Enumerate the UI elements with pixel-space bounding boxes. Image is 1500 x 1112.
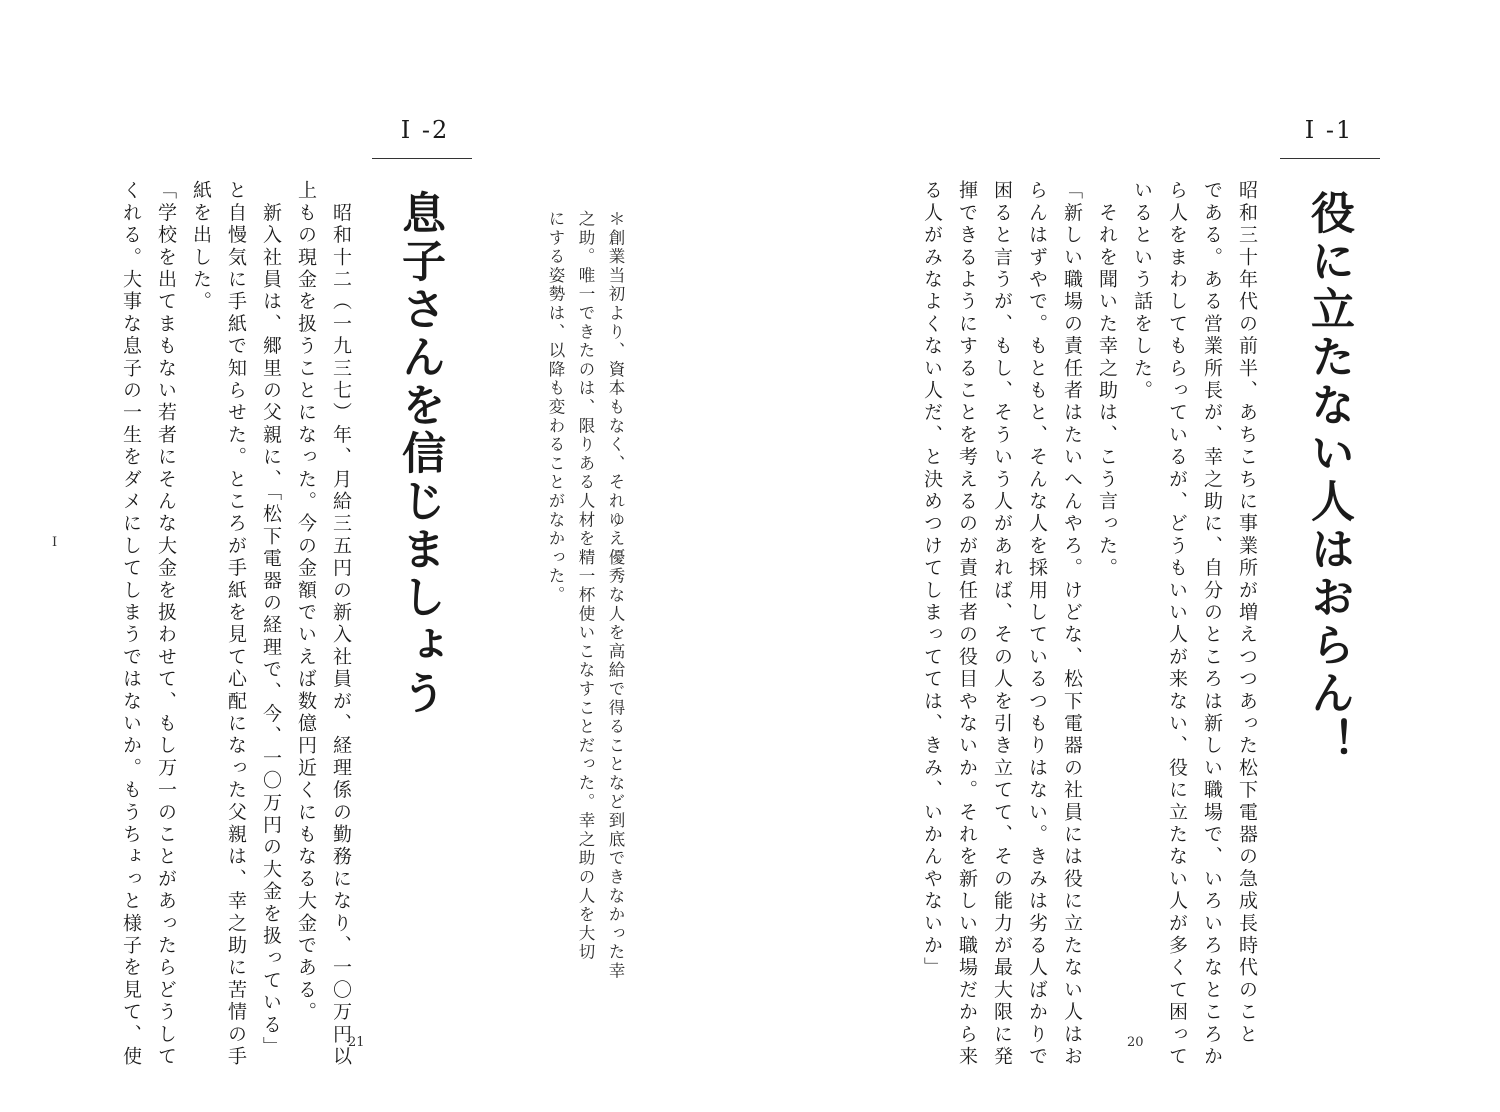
body-line: 「学校を出てまもない若者にそんな大金を扱わせて、もし万一のことがあったらどうして <box>155 180 177 1068</box>
body-line: ら人をまわしてもらっているが、どうもいい人が来ない、役に立たない人が多くて困って <box>1166 180 1188 1068</box>
section-label-1-1: I -1 <box>1304 116 1354 144</box>
body-line: 上もの現金を扱うことになった。今の金額でいえば数億円近くにもなる大金である。 <box>295 180 317 1024</box>
footnote <box>530 210 630 990</box>
chapter-title: 役に立たない人はおらん！ <box>1303 190 1354 766</box>
footnote-line: にする姿勢は、以降も変わることがなかった。 <box>546 210 565 605</box>
body-line: くれる。大事な息子の一生をダメにしてしまうではないか。もうちょっと様子を見て、使 <box>120 180 142 1068</box>
body-line: と自慢気に手紙で知らせた。ところが手紙を見て心配になった父親は、幸之助に苦情の手 <box>225 180 247 1068</box>
body-line: それを聞いた幸之助は、こう言った。 <box>1096 180 1118 580</box>
body-line: 困ると言うが、もし、そういう人があれば、その人を引き立てて、その能力が最大限に発 <box>991 180 1013 1068</box>
page-number: 20 <box>1127 1035 1144 1050</box>
body-line: である。ある営業所長が、幸之助に、自分のところは新しい職場で、いろいろなところか <box>1201 180 1223 1068</box>
body-line: 昭和十二（一九三七）年、月給三五円の新入社員が、経理係の勤務になり、一〇万円以 <box>330 180 352 1068</box>
footnote-line: 之助。唯一できたのは、限りある人材を精一杯使いこなすことだった。幸之助の人を大切 <box>576 210 595 962</box>
body-line: 「新しい職場の責任者はたいへんやろ。けどな、松下電器の社員には役に立たない人はお <box>1061 180 1083 1068</box>
page-number: 21 <box>348 1035 365 1050</box>
body-line: る人がみなよくない人だ、と決めつけてしまってては、きみ、いかんやないか」 <box>921 180 943 980</box>
body-line: 新入社員は、郷里の父親に、「松下電器の経理で、今、一〇万円の大金を扱っている」 <box>260 180 282 1059</box>
body-line: らんはずやで。もともと、そんな人を採用しているつもりはない。きみは劣る人ばかりで <box>1026 180 1048 1068</box>
section-rule <box>1280 158 1380 159</box>
body-line: いるという話をした。 <box>1131 180 1153 402</box>
body-line: 揮できるようにすることを考えるのが責任者の役目やないか。それを新しい職場だから来 <box>956 180 978 1068</box>
footnote-line: ＊創業当初より、資本もなく、それゆえ優秀な人を高給で得ることなど到底できなかった幸 <box>606 210 625 981</box>
body-line: 紙を出した。 <box>190 180 212 314</box>
chapter-title: 息子さんを信じましょう <box>394 190 445 718</box>
chapter-mark: I <box>52 535 58 550</box>
body-line: 昭和三十年代の前半、あちこちに事業所が増えつつあった松下電器の急成長時代のこと <box>1236 180 1258 1046</box>
section-label-1-2: I -2 <box>400 116 450 144</box>
section-rule <box>372 158 472 159</box>
